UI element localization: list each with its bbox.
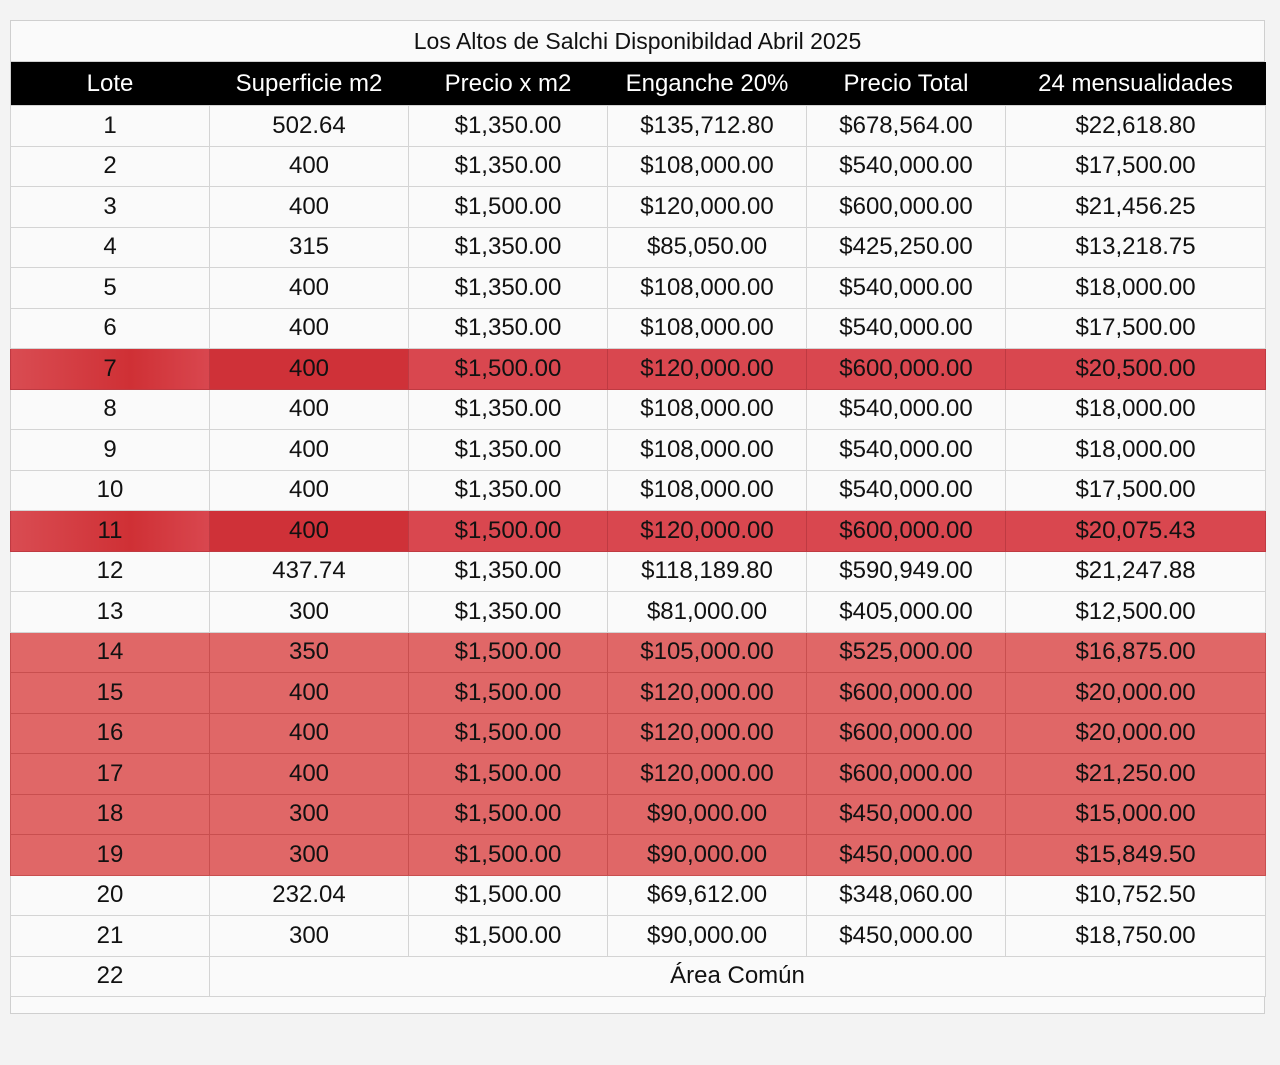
cell-precio-total: $540,000.00 xyxy=(807,430,1006,471)
cell-lote: 6 xyxy=(11,308,210,349)
cell-superficie: 400 xyxy=(210,673,409,714)
cell-mensualidades: $15,000.00 xyxy=(1006,794,1266,835)
cell-lote: 18 xyxy=(11,794,210,835)
cell-lote: 16 xyxy=(11,713,210,754)
cell-enganche: $90,000.00 xyxy=(608,916,807,957)
table-row xyxy=(11,916,1266,957)
cell-common-area-label: Área Común xyxy=(210,956,1266,997)
header-enganche: Enganche 20% xyxy=(608,62,807,106)
cell-enganche: $135,712.80 xyxy=(608,106,807,147)
cell-mensualidades: $20,000.00 xyxy=(1006,713,1266,754)
table-row xyxy=(11,754,1266,795)
cell-lote: 1 xyxy=(11,106,210,147)
cell-precio-m2: $1,350.00 xyxy=(409,470,608,511)
table-row xyxy=(11,106,1266,147)
cell-enganche: $90,000.00 xyxy=(608,835,807,876)
table-row xyxy=(11,511,1266,552)
cell-precio-m2: $1,350.00 xyxy=(409,430,608,471)
cell-superficie: 400 xyxy=(210,430,409,471)
cell-precio-m2: $1,350.00 xyxy=(409,146,608,187)
cell-precio-total: $450,000.00 xyxy=(807,794,1006,835)
cell-precio-total: $540,000.00 xyxy=(807,470,1006,511)
cell-precio-m2: $1,500.00 xyxy=(409,349,608,390)
sheet-title: Los Altos de Salchi Disponibildad Abril 2025 xyxy=(11,21,1264,62)
cell-superficie: 400 xyxy=(210,146,409,187)
cell-enganche: $120,000.00 xyxy=(608,349,807,390)
table-row-common-area xyxy=(11,956,1266,997)
cell-precio-total: $450,000.00 xyxy=(807,835,1006,876)
cell-mensualidades: $18,000.00 xyxy=(1006,389,1266,430)
cell-precio-total: $600,000.00 xyxy=(807,187,1006,228)
cell-lote: 2 xyxy=(11,146,210,187)
cell-precio-total: $600,000.00 xyxy=(807,349,1006,390)
cell-mensualidades: $16,875.00 xyxy=(1006,632,1266,673)
cell-precio-m2: $1,350.00 xyxy=(409,308,608,349)
cell-enganche: $108,000.00 xyxy=(608,308,807,349)
cell-mensualidades: $18,000.00 xyxy=(1006,268,1266,309)
table-row xyxy=(11,632,1266,673)
cell-lote: 14 xyxy=(11,632,210,673)
cell-enganche: $120,000.00 xyxy=(608,511,807,552)
table-row xyxy=(11,713,1266,754)
cell-enganche: $120,000.00 xyxy=(608,673,807,714)
table-row xyxy=(11,389,1266,430)
table-row xyxy=(11,268,1266,309)
cell-precio-m2: $1,350.00 xyxy=(409,227,608,268)
cell-superficie: 300 xyxy=(210,835,409,876)
cell-enganche: $120,000.00 xyxy=(608,187,807,228)
cell-lote: 17 xyxy=(11,754,210,795)
cell-mensualidades: $20,500.00 xyxy=(1006,349,1266,390)
cell-precio-m2: $1,500.00 xyxy=(409,875,608,916)
cell-precio-m2: $1,350.00 xyxy=(409,389,608,430)
lots-table xyxy=(10,62,1266,997)
cell-superficie: 400 xyxy=(210,349,409,390)
cell-precio-total: $540,000.00 xyxy=(807,308,1006,349)
cell-mensualidades: $18,750.00 xyxy=(1006,916,1266,957)
cell-lote: 9 xyxy=(11,430,210,471)
cell-precio-m2: $1,500.00 xyxy=(409,754,608,795)
cell-lote: 8 xyxy=(11,389,210,430)
cell-mensualidades: $21,247.88 xyxy=(1006,551,1266,592)
cell-precio-m2: $1,350.00 xyxy=(409,592,608,633)
table-row xyxy=(11,349,1266,390)
table-row xyxy=(11,430,1266,471)
cell-superficie: 502.64 xyxy=(210,106,409,147)
header-mensualidades: 24 mensualidades xyxy=(1006,62,1266,106)
cell-mensualidades: $17,500.00 xyxy=(1006,146,1266,187)
cell-precio-m2: $1,500.00 xyxy=(409,835,608,876)
cell-superficie: 300 xyxy=(210,916,409,957)
cell-enganche: $120,000.00 xyxy=(608,713,807,754)
cell-precio-total: $425,250.00 xyxy=(807,227,1006,268)
table-row xyxy=(11,673,1266,714)
cell-lote: 22 xyxy=(11,956,210,997)
cell-precio-m2: $1,500.00 xyxy=(409,187,608,228)
cell-enganche: $108,000.00 xyxy=(608,470,807,511)
cell-mensualidades: $12,500.00 xyxy=(1006,592,1266,633)
header-precio-total: Precio Total xyxy=(807,62,1006,106)
cell-enganche: $85,050.00 xyxy=(608,227,807,268)
cell-precio-total: $590,949.00 xyxy=(807,551,1006,592)
cell-superficie: 400 xyxy=(210,470,409,511)
header-precio-m2: Precio x m2 xyxy=(409,62,608,106)
cell-enganche: $81,000.00 xyxy=(608,592,807,633)
cell-precio-total: $450,000.00 xyxy=(807,916,1006,957)
cell-lote: 19 xyxy=(11,835,210,876)
cell-enganche: $90,000.00 xyxy=(608,794,807,835)
cell-lote: 10 xyxy=(11,470,210,511)
cell-precio-total: $540,000.00 xyxy=(807,389,1006,430)
cell-mensualidades: $21,456.25 xyxy=(1006,187,1266,228)
table-row xyxy=(11,551,1266,592)
cell-precio-m2: $1,500.00 xyxy=(409,713,608,754)
cell-enganche: $108,000.00 xyxy=(608,268,807,309)
cell-superficie: 400 xyxy=(210,308,409,349)
cell-lote: 11 xyxy=(11,511,210,552)
cell-mensualidades: $20,075.43 xyxy=(1006,511,1266,552)
cell-lote: 21 xyxy=(11,916,210,957)
cell-enganche: $69,612.00 xyxy=(608,875,807,916)
table-row xyxy=(11,470,1266,511)
cell-superficie: 400 xyxy=(210,713,409,754)
cell-precio-total: $525,000.00 xyxy=(807,632,1006,673)
table-row xyxy=(11,308,1266,349)
cell-enganche: $108,000.00 xyxy=(608,430,807,471)
cell-enganche: $120,000.00 xyxy=(608,754,807,795)
table-row xyxy=(11,187,1266,228)
cell-superficie: 400 xyxy=(210,511,409,552)
cell-precio-total: $600,000.00 xyxy=(807,511,1006,552)
cell-superficie: 400 xyxy=(210,268,409,309)
header-lote: Lote xyxy=(11,62,210,106)
cell-superficie: 300 xyxy=(210,794,409,835)
cell-lote: 13 xyxy=(11,592,210,633)
cell-precio-total: $600,000.00 xyxy=(807,754,1006,795)
cell-superficie: 400 xyxy=(210,754,409,795)
cell-enganche: $105,000.00 xyxy=(608,632,807,673)
cell-precio-m2: $1,500.00 xyxy=(409,511,608,552)
cell-enganche: $118,189.80 xyxy=(608,551,807,592)
cell-superficie: 437.74 xyxy=(210,551,409,592)
table-body xyxy=(11,106,1266,997)
cell-enganche: $108,000.00 xyxy=(608,146,807,187)
cell-mensualidades: $18,000.00 xyxy=(1006,430,1266,471)
cell-precio-total: $540,000.00 xyxy=(807,146,1006,187)
cell-precio-total: $348,060.00 xyxy=(807,875,1006,916)
cell-precio-total: $540,000.00 xyxy=(807,268,1006,309)
cell-lote: 12 xyxy=(11,551,210,592)
cell-mensualidades: $10,752.50 xyxy=(1006,875,1266,916)
cell-superficie: 400 xyxy=(210,389,409,430)
cell-mensualidades: $13,218.75 xyxy=(1006,227,1266,268)
table-row xyxy=(11,794,1266,835)
table-row xyxy=(11,227,1266,268)
cell-precio-total: $405,000.00 xyxy=(807,592,1006,633)
cell-mensualidades: $22,618.80 xyxy=(1006,106,1266,147)
cell-lote: 15 xyxy=(11,673,210,714)
header-row xyxy=(11,62,1266,106)
cell-superficie: 300 xyxy=(210,592,409,633)
cell-precio-total: $600,000.00 xyxy=(807,713,1006,754)
cell-superficie: 350 xyxy=(210,632,409,673)
availability-sheet xyxy=(10,20,1265,1014)
cell-precio-m2: $1,500.00 xyxy=(409,673,608,714)
cell-superficie: 400 xyxy=(210,187,409,228)
cell-precio-m2: $1,350.00 xyxy=(409,551,608,592)
cell-mensualidades: $17,500.00 xyxy=(1006,308,1266,349)
table-row xyxy=(11,146,1266,187)
cell-lote: 3 xyxy=(11,187,210,228)
cell-lote: 4 xyxy=(11,227,210,268)
cell-precio-m2: $1,500.00 xyxy=(409,794,608,835)
cell-lote: 7 xyxy=(11,349,210,390)
cell-superficie: 315 xyxy=(210,227,409,268)
cell-mensualidades: $17,500.00 xyxy=(1006,470,1266,511)
cell-lote: 20 xyxy=(11,875,210,916)
cell-precio-m2: $1,350.00 xyxy=(409,106,608,147)
cell-precio-m2: $1,500.00 xyxy=(409,916,608,957)
cell-precio-total: $678,564.00 xyxy=(807,106,1006,147)
cell-superficie: 232.04 xyxy=(210,875,409,916)
cell-precio-total: $600,000.00 xyxy=(807,673,1006,714)
cell-mensualidades: $15,849.50 xyxy=(1006,835,1266,876)
cell-precio-m2: $1,350.00 xyxy=(409,268,608,309)
cell-enganche: $108,000.00 xyxy=(608,389,807,430)
cell-mensualidades: $20,000.00 xyxy=(1006,673,1266,714)
header-superficie: Superficie m2 xyxy=(210,62,409,106)
table-row xyxy=(11,592,1266,633)
cell-mensualidades: $21,250.00 xyxy=(1006,754,1266,795)
table-row xyxy=(11,875,1266,916)
cell-lote: 5 xyxy=(11,268,210,309)
table-row xyxy=(11,835,1266,876)
cell-precio-m2: $1,500.00 xyxy=(409,632,608,673)
